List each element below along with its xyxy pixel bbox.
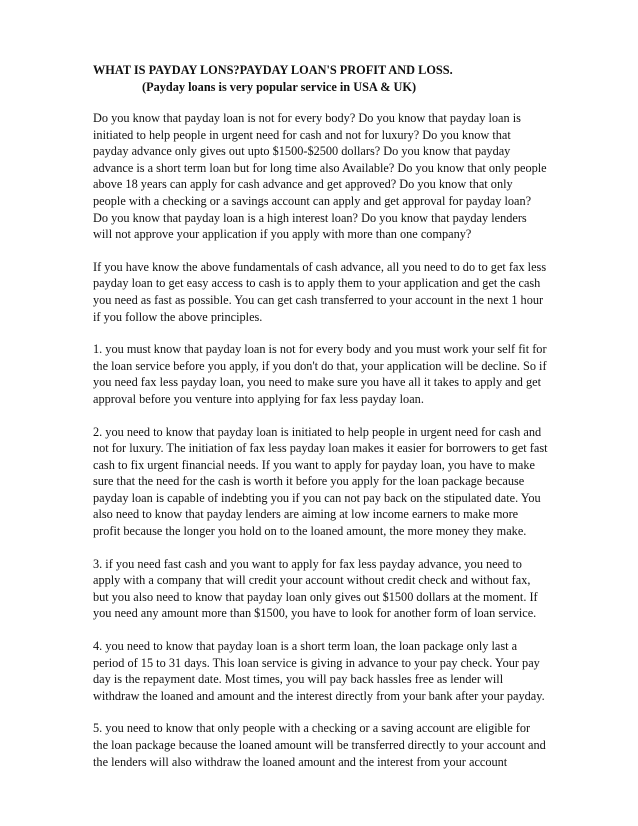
paragraph-point-1: 1. you must know that payday loan is not for every body and you must work your self fit for the loan service before you apply, if you don't do that, your application will be decline. So if you need fax less payday loan, you need to make sure you have all it takes to apply and get approval before you venture into applying for fax less payday loan. xyxy=(93,342,547,406)
document-page xyxy=(93,62,548,786)
paragraph-intro: Do you know that payday loan is not for every body? Do you know that payday loan is initiated to help people in urgent need for cash and not for luxury? Do you know that payday advance only gives out upto $1500-$2500 dollars? Do you know that payday advance is a short term loan but for long time also Available? Do you know that only people above 18 years can apply for cash advance and get approved? Do you know that only people with a checking or a savings account can apply and get approval for payday loan? Do you know that payday loan is a high interest loan? Do you know that payday lenders will not approve your application if you apply with more than one company? xyxy=(93,111,547,242)
paragraph-point-2: 2. you need to know that payday loan is initiated to help people in urgent need for cash and not for luxury. The initiation of fax less payday loan makes it easier for borrowers to get fast cash to fix urgent financial needs. If you want to apply for payday loan, you have to make sure that the need for the cash is worth it before you apply for the loan package because payday loan is capable of indebting you if you can not pay back on the stipulated date. You also need to know that payday lenders are aiming at low income earners to make more profit because the longer you hold on to the loaned amount, the more money they make. xyxy=(93,424,548,539)
paragraph-point-3: 3. if you need fast cash and you want to apply for fax less payday advance, you need to apply with a company that will credit your account without credit check and without fax, but you also need to know that payday loan only gives out $1500 dollars at the moment. If you need any amount more than $1500, you have to look for another form of loan service. xyxy=(93,556,538,621)
document-title: WHAT IS PAYDAY LONS?PAYDAY LOAN'S PROFIT AND LOSS. xyxy=(93,63,453,77)
paragraph-fundamentals: If you have know the above fundamentals of cash advance, all you need to do to get fax less payday loan to get easy access to cash is to apply them to your application and get the cash you need as fast as possible. You can get cash transferred to your account in the next 1 hour if you follow the above principles. xyxy=(93,259,547,324)
document-subtitle: (Payday loans is very popular service in USA & UK) xyxy=(142,80,417,94)
paragraph-point-4: 4. you need to know that payday loan is a short term loan, the loan package only last a period of 15 to 31 days. This loan service is giving in advance to your pay check. Your pay day is the repayment date. Most times, you will pay back hassles free as lender will withdraw the loaned and amount and the interest directly from your bank after your payday. xyxy=(93,639,545,703)
paragraph-point-5: 5. you need to know that only people with a checking or a saving account are eligible for the loan package because the loaned amount will be transferred directly to your account and the lenders will also withdraw the loaned amount and the interest from your account xyxy=(93,721,546,769)
